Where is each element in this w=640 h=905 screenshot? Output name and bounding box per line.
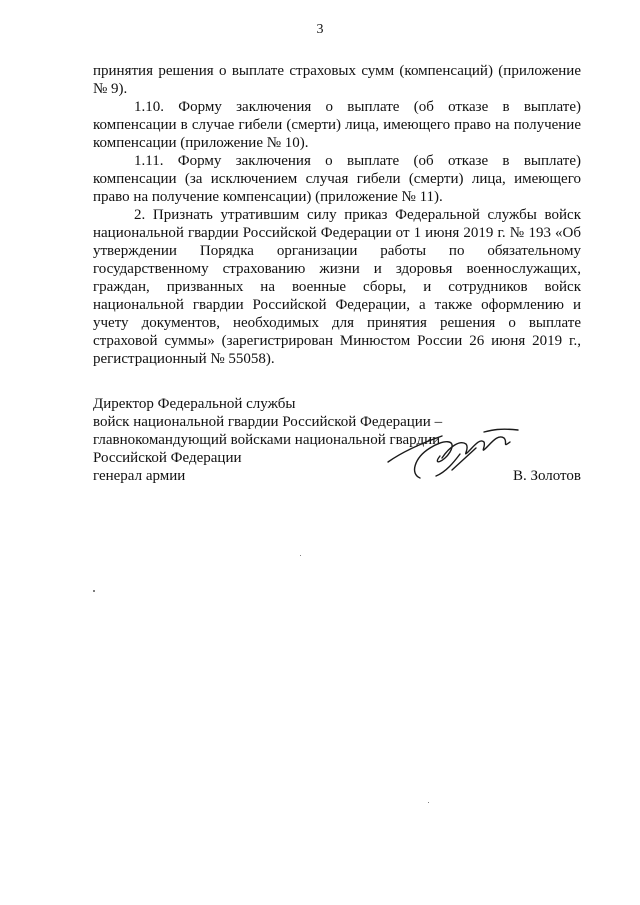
signatory-title-line-3: главнокомандующий войсками национальной гвардии [93, 432, 441, 448]
scan-speck [428, 802, 429, 803]
signatory-rank: генерал армии [93, 468, 186, 484]
handwritten-signature [380, 418, 525, 488]
signatory-title-line-2: войск национальной гвардии Российской Федерации – [93, 414, 443, 430]
scan-speck [300, 555, 301, 556]
scan-speck [93, 590, 95, 592]
signatory-title-line-1: Директор Федеральной службы [93, 396, 296, 412]
document-body [93, 62, 581, 368]
paragraph-1-11: 1.11. Форму заключения о выплате (об отказе в выплате) компенсации (за исключением случая гибели (смерти) лица, имеющего право на получение компенсации) (приложение № 11). [93, 153, 581, 205]
signatory-title-line-4: Российской Федерации [93, 450, 242, 466]
paragraph-2: 2. Признать утратившим силу приказ Федеральной службы войск национальной гвардии Российской Федерации от 1 июня 2019 г. № 193 «Об утверждении Порядка организации работы по обязательному государственному страхованию жизни и здоровья военнослужащих, граждан, призванных на военные сборы, и сотрудников войск национальной гвардии Российской Федерации, а также оформлению и учету документов, необходимых для принятия решения о выплате страховой суммы» (зарегистрирован Минюстом России 26 июня 2019 г., регистрационный № 55058). [93, 207, 581, 367]
page-number: 3 [316, 22, 324, 37]
paragraph-1-10: 1.10. Форму заключения о выплате (об отказе в выплате) компенсации в случае гибели (смерти) лица, имеющего право на получение компенсации (приложение № 10). [93, 99, 581, 151]
signatory-name: В. Золотов [512, 468, 581, 484]
paragraph-continuation: принятия решения о выплате страховых сумм (компенсаций) (приложение № 9). [93, 63, 581, 97]
